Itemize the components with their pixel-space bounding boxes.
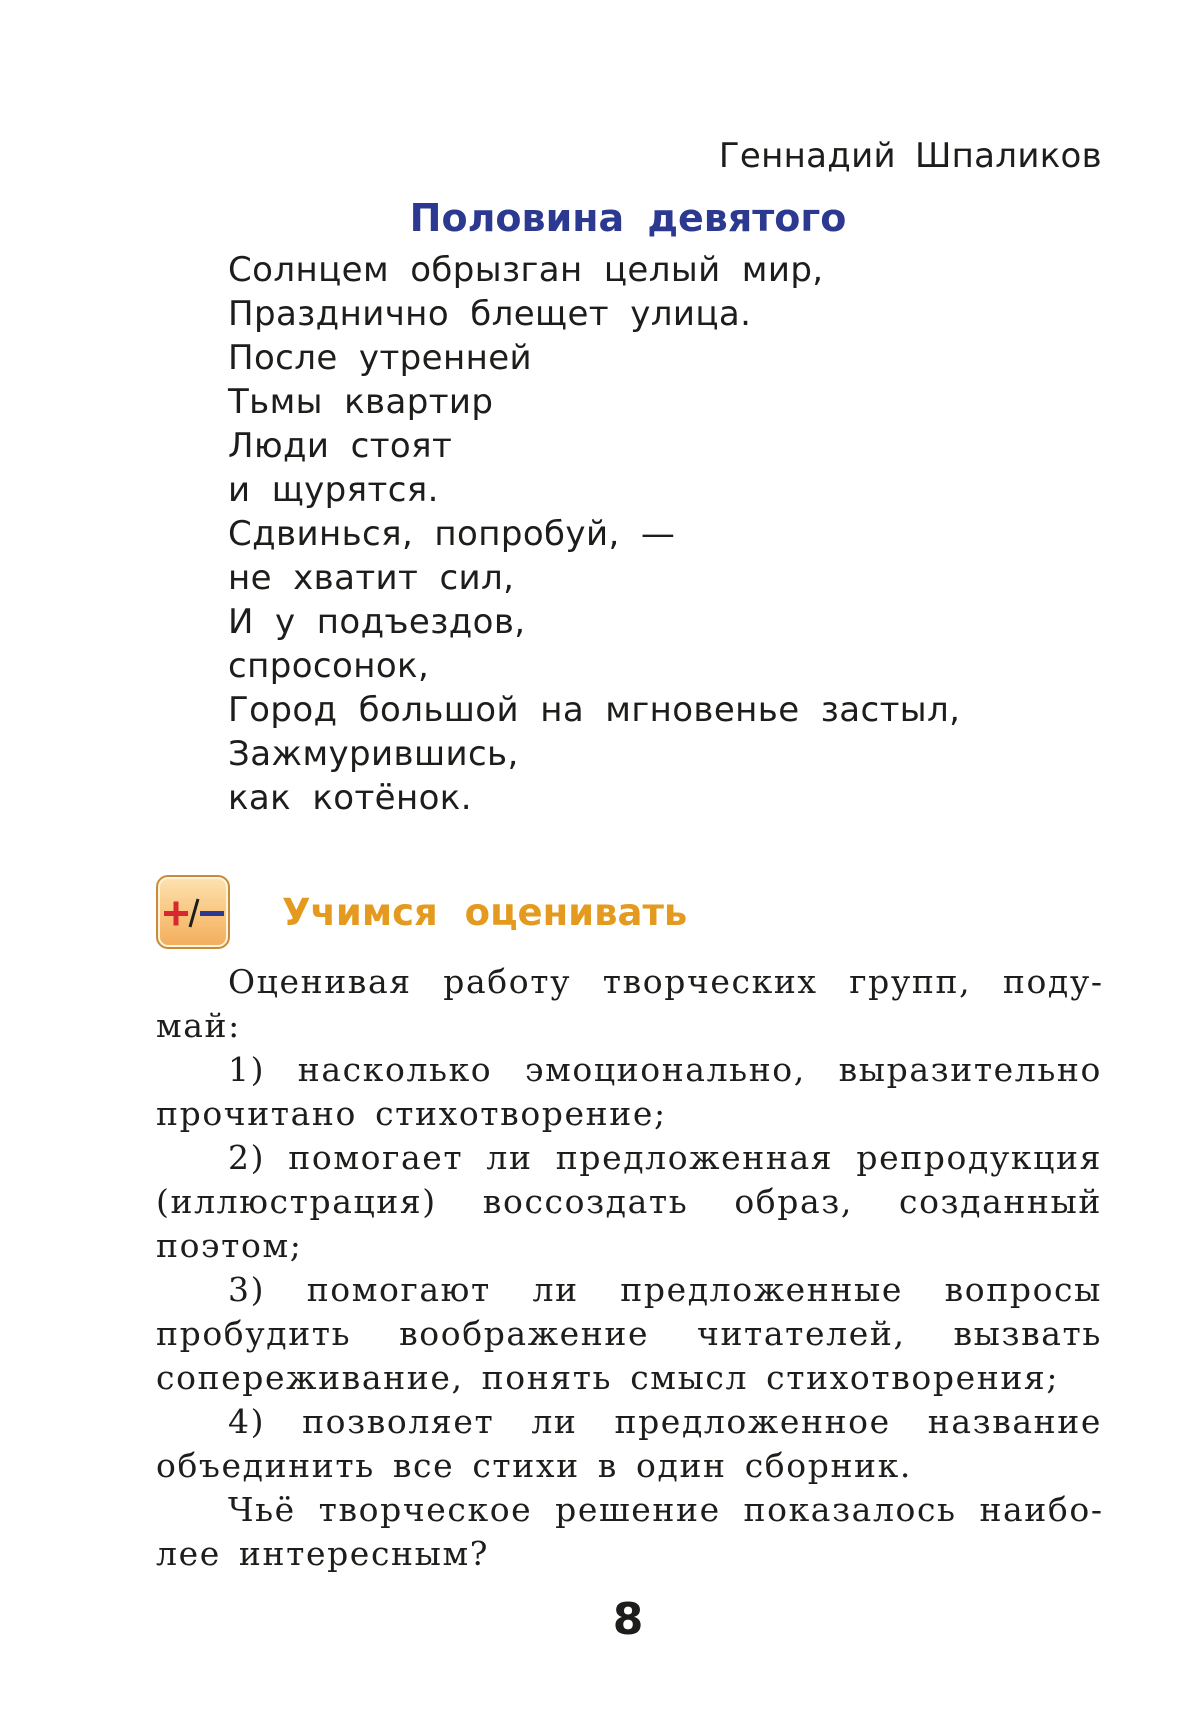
poem-line: Люди стоят [228, 426, 453, 466]
poem-line: И у подъездов, [228, 602, 526, 642]
poem-line: как котёнок. [228, 778, 472, 818]
poem-line: Тьмы квартир [228, 382, 494, 422]
poem-line: Зажмурившись, [228, 734, 519, 774]
plus-minus-icon [156, 875, 230, 949]
list-item: 4) позволяет ли предложенное название объединить все стихи в один сборник. [156, 1402, 1102, 1485]
section-title: Учимся оценивать [282, 890, 688, 934]
poem-line: Город большой на мгновенье застыл, [228, 690, 961, 730]
poem-line: Сдвинься, попробуй, — [228, 514, 676, 554]
poem-line: спросонок, [228, 646, 430, 686]
poem-body [228, 248, 960, 820]
poem-line: и щурятся. [228, 470, 439, 510]
poem-line: не хватит сил, [228, 558, 515, 598]
section-body [156, 960, 1102, 1576]
author-name: Геннадий Шпаликов [718, 136, 1102, 176]
poem-line: Празднично блещет улица. [228, 294, 752, 334]
list-item: 2) помогает ли предложенная репродукция (иллюстрация) воссоздать образ, созданный поэтом; [156, 1138, 1102, 1265]
poem-title: Половина девятого [409, 196, 847, 240]
paragraph-intro: Оценивая работу творческих групп, подумай: [156, 962, 1102, 1045]
poem-line: После утренней [228, 338, 533, 378]
section-header [156, 872, 687, 952]
poem-line: Солнцем обрызган целый мир, [228, 250, 824, 290]
page-number: 8 [612, 1594, 644, 1645]
list-item: 3) помогают ли предложенные вопросы пробудить воображение читателей, вызвать сопереживание, понять смысл стихотворения; [156, 1270, 1102, 1397]
list-item: 1) насколько эмоционально, выразительно прочитано стихотворение; [156, 1050, 1102, 1133]
paragraph-question: Чьё творческое решение показалось наиболее интересным? [156, 1490, 1102, 1573]
